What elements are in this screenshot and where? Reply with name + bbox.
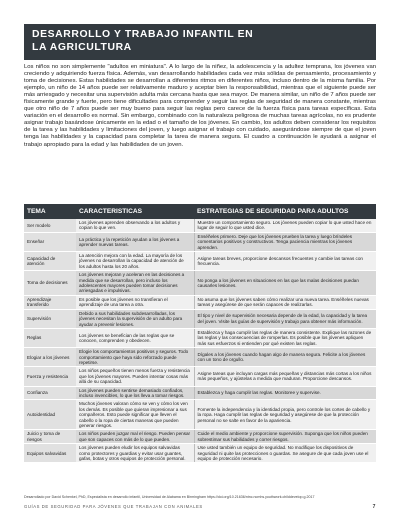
cell-caracteristicas: Los jóvenes mejoran y aceleran en las decisiones a medida que se desarrollan, pero incluso los adolescentes mayores pueden tomar decisiones arriesgadas e impulsivas. — [76, 271, 194, 296]
cell-estrategias: No asuma que los jóvenes saben cómo realizar una nueva tarea. Enséñeles nuevas tareas y asegúrese de que serán capaces de realizarlas. — [194, 295, 376, 309]
cell-estrategias: Cuide el medio ambiente y proporcione supervisión. Suponga que los niños pueden sobrestimar sus habilidades y correr riesgos. — [194, 430, 376, 444]
header-estrategias: ESTRATEGIAS DE SEGURIDAD PARA ADULTOS — [194, 204, 376, 219]
cell-estrategias: El tipo y nivel de supervisión necesaria depende de la edad, la capacidad y la tarea del joven. Visite las guías de supervisión y trabajo para obtener más información. — [194, 309, 376, 328]
cell-caracteristicas: La práctica y la repetición ayudan a los jóvenes a aprender nuevas tareas. — [76, 232, 194, 251]
cell-tema: Confianza — [24, 386, 76, 400]
cell-caracteristicas: Los jóvenes pueden sentirse demasiado confiados, incluso invencibles, lo que los lleva a tomar riesgos. — [76, 386, 194, 400]
table-row — [24, 386, 376, 400]
table-row — [24, 252, 376, 271]
page-number: 7 — [372, 504, 376, 510]
table-row — [24, 430, 376, 444]
cell-tema: Enseñar — [24, 232, 76, 251]
development-table — [24, 204, 376, 463]
footer-text: GUÍAS DE SEGURIDAD PARA JÓVENES QUE TRABAJAN CON ANIMALES — [24, 504, 203, 509]
cell-estrategias: Enséñeles primero. Deje que los jóvenes prueben la tarea y luego bríndeles comentarios positivos y constructivos. Tenga paciencia mientras los jóvenes aprenden. — [194, 232, 376, 251]
cell-caracteristicas: Elogie los comportamientos positivos y seguros. Todo comportamiento que haya sido reforzado puede repetirse. — [76, 348, 194, 367]
header-tema: TEMA — [24, 204, 76, 219]
table-row — [24, 367, 376, 386]
cell-tema: Toma de decisiones — [24, 271, 76, 296]
cell-tema: Fuerza y resistencia — [24, 367, 76, 386]
cell-caracteristicas: Los jóvenes se benefician de las reglas que se conocen, comprenden y obedecen. — [76, 328, 194, 347]
title-banner — [24, 24, 376, 60]
table-header-row — [24, 204, 376, 219]
cell-estrategias: Use usted también un equipo de seguridad. No modifique los dispositivos de seguridad ni quite las protecciones o guardas. Se asegure de que cada joven use el equipo de protección necesario. — [194, 444, 376, 463]
page-footer — [24, 504, 376, 509]
cell-tema: Autoidentidad — [24, 400, 76, 430]
cell-tema: Aprendizaje transferido — [24, 295, 76, 309]
cell-tema: Ser modelo — [24, 219, 76, 232]
cell-caracteristicas: Es posible que los jóvenes no transfieran el aprendizaje de una tarea a otra. — [76, 295, 194, 309]
cell-tema: Elogiar a los jóvenes — [24, 348, 76, 367]
cell-tema: Equipos salvavidas — [24, 444, 76, 463]
table-row — [24, 295, 376, 309]
cell-estrategias: Asigne tareas que incluyan cargas más pequeñas y distancias más cortas a los niños más pequeños, y ajústelas a medida que maduran. Proporcione descansos. — [194, 367, 376, 386]
intro-paragraph: Los niños no son simplemente "adultos en miniatura". A lo largo de la niñez, la adolescencia y la adultez temprana, los jóvenes van creciendo y adquiriendo fuerza física. Además, van desarrollando habilidades cada vez más sólidas de pensamiento, procesamiento y toma de decisiones. Estas habilidades se desarrollan a diferentes ritmos en diferentes niños, incluso dentro de la misma familia. Por ejemplo, un niño de 14 años puede ser relativamente maduro y aceptar bien la responsabilidad, mientras que el siguiente puede ser más arriesgado y necesitar una supervisión adulta más cercana hasta que sea mayor. De manera similar, un niño de 7 años puede ser físicamente grande y fuerte, pero tiene dificultades para comprender y seguir las reglas de seguridad de manera constante, mientras que otro niño de 7 años puede ser muy bueno para seguir las reglas pero carece de la fuerza física para tareas específicas. Esta variación en el desarrollo es normal. Sin embargo, combinado con la naturaleza peligrosa de muchas tareas agrícolas, no es prudente asignar trabajo basándose únicamente en la edad o el tamaño de los jóvenes. En cambio, los adultos deben considerar los requisitos de la tarea y las habilidades y limitaciones del joven, y luego asignar el trabajo con cuidado, asegurándose siempre de que el joven tenga las habilidades y la capacidad para completar la tarea de manera segura. El cuadro a continuación le ayudará a asignar el trabajo apropiado para la edad y las habilidades de un joven. — [24, 64, 376, 148]
table-row — [24, 348, 376, 367]
table-row — [24, 328, 376, 347]
cell-caracteristicas: La atención mejora con la edad. La mayoría de los jóvenes no desarrollan la capacidad de atención de los adultos hasta los 20 años. — [76, 252, 194, 271]
cell-caracteristicas: Los niños pueden juzgar mal el riesgo. Pueden pensar que son capaces con más de lo que pueden. — [76, 430, 194, 444]
cell-tema: Capacidad de atención — [24, 252, 76, 271]
cell-tema: Juicio y toma de riesgos — [24, 430, 76, 444]
cell-estrategias: Dígales a los jóvenes cuando hagan algo de manera segura. Felicite a los jóvenes con un tono de orgullo. — [194, 348, 376, 367]
table-row — [24, 232, 376, 251]
table-row — [24, 271, 376, 296]
header-caracteristicas: CARACTERISTICAS — [76, 204, 194, 219]
cell-tema: Reglas — [24, 328, 76, 347]
cell-caracteristicas: Los jóvenes aprenden observando a los adultos y copian lo que ven. — [76, 219, 194, 232]
page-title-line-2: LA AGRICULTURA — [32, 42, 132, 53]
table-row — [24, 309, 376, 328]
cell-caracteristicas: Debido a sus habilidades subdesarrolladas, los jóvenes necesitan la supervisión de un adulto para ayudar a prevenir lesiones. — [76, 309, 194, 328]
cell-estrategias: No ponga a los jóvenes en situaciones en las que las malas decisiones puedan causarles lesiones. — [194, 271, 376, 296]
cell-caracteristicas: Los jóvenes pueden eludir los equipos salvavidas como protectores y guardias y evitar usar guantes, gafas, botas y otros equipos de protección personal. — [76, 444, 194, 463]
cell-estrategias: Muestre un comportamiento seguro. Los jóvenes pueden copiar lo que usted hace en lugar de seguir lo que usted dice. — [194, 219, 376, 232]
table-row — [24, 219, 376, 232]
cell-estrategias: Establezca y haga cumplir las reglas. Monitoree y supervise. — [194, 386, 376, 400]
cell-estrategias: Establezca y haga cumplir las reglas de manera consistente. Explique las razones de las reglas y las consecuencias de romperlas. Es posible que los jóvenes apliquen más sus esfuerzos si entienden por qué existen las reglas. — [194, 328, 376, 347]
credit-line: Desarrollado por David Schenkel, PhD, Especialista en desarrollo infantil, Universidad de Alabama en Birmingham https://doi.org/10.21636/ntnc.ncmhs.youthwork.childdevelop.g.2017 — [24, 495, 315, 499]
cell-tema: Supervisión — [24, 309, 76, 328]
cell-caracteristicas: Los niños pequeños tienen menos fuerza y resistencia que los jóvenes mayores. Pueden intentar cosas más allá de su capacidad. — [76, 367, 194, 386]
page-title-line-1: DESARROLLO Y TRABAJO INFANTIL EN — [32, 29, 254, 40]
cell-estrategias: Asigne tareas breves, proporcione descansos frecuentes y cambie las tareas con frecuencia. — [194, 252, 376, 271]
cell-caracteristicas: Muchos jóvenes valoran cómo se ven y cómo los ven los demás. Es posible que quieran impresionar a sus compañeros. Esto puede significar que lleven el cabello o la ropa de ciertas maneras que pueden generar riesgos. — [76, 400, 194, 430]
table-row — [24, 444, 376, 463]
table-row — [24, 400, 376, 430]
cell-estrategias: Fomente la independencia y la identidad propia, pero controle los cortes de cabello y la ropa. Haga cumplir las reglas de seguridad y asegúrese de que la protección personal no se salte en favor de la apariencia. — [194, 400, 376, 430]
